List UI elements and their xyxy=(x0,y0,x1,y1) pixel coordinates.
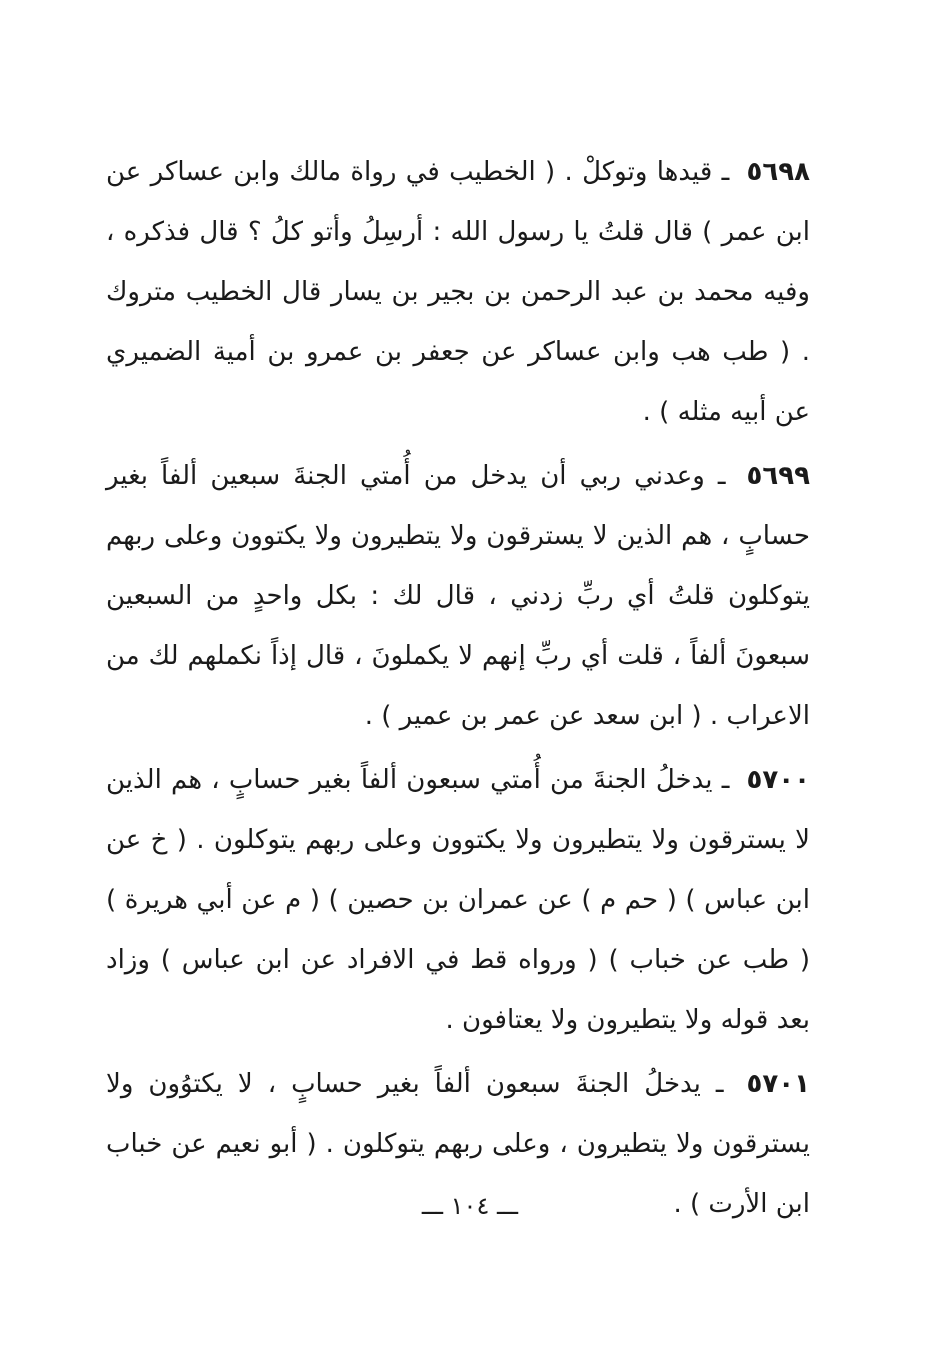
hadith-5698 xyxy=(106,142,810,442)
hadith-number: ٥٧٠٠ xyxy=(746,765,810,795)
hadith-text: ـ وعدني ربي أن يدخل من أُمتي الجنةَ سبعين ألفاً بغير حسابٍ ، هم الذين لا يسترقون ولا يتطيرون ولا يكتوون وعلى ربهم يتوكلون قلتُ أي ربِّ زدني ، قال لك : بكل واحدٍ من السبعين سبعونَ ألفاً ، قلت أي ربِّ إنهم لا يكملونَ ، قال إذاً نكملهم لك من الاعراب . ( ابن سعد عن عمر بن عمير ) . xyxy=(106,461,810,731)
page-number: ـــ ١٠٤ ـــ xyxy=(421,1192,519,1220)
hadith-5700 xyxy=(106,750,810,1050)
hadith-number: ٥٦٩٩ xyxy=(746,461,811,491)
hadith-5699 xyxy=(106,446,810,746)
hadith-text: ـ يدخلُ الجنةَ من أُمتي سبعون ألفاً بغير حسابٍ ، هم الذين لا يسترقون ولا يتطيرون ولا يكتوون وعلى ربهم يتوكلون . ( خ عن ابن عباس ) ( حم م ) عن عمران بن حصين ) ( م عن أبي هريرة ) ( طب عن خباب ) ( ورواه قط في الافراد عن ابن عباس ) وزاد بعد قوله ولا يتطيرون ولا يعتافون . xyxy=(106,765,810,1035)
hadith-number: ٥٧٠١ xyxy=(746,1069,811,1099)
hadith-text-block xyxy=(106,142,810,1238)
hadith-number: ٥٦٩٨ xyxy=(746,157,811,187)
hadith-text: ـ قيدها وتوكلْ . ( الخطيب في رواة مالك وابن عساكر عن ابن عمر ) قال قلتُ يا رسول الله : أرسِلُ وأتو كلُ ؟ قال فذكره ، وفيه محمد بن عبد الرحمن بن بجير بن يسار قال الخطيب متروك . ( طب هب وابن عساكر عن جعفر بن عمرو بن أمية الضميري عن أبيه مثله ) . xyxy=(106,157,810,427)
hadith-text: ـ يدخلُ الجنةَ سبعون ألفاً بغير حسابٍ ، لا يكتوُون ولا يسترقون ولا يتطيرون ، وعلى ربهم يتوكلون . ( أبو نعيم عن خباب ابن الأرت ) . xyxy=(106,1069,810,1219)
